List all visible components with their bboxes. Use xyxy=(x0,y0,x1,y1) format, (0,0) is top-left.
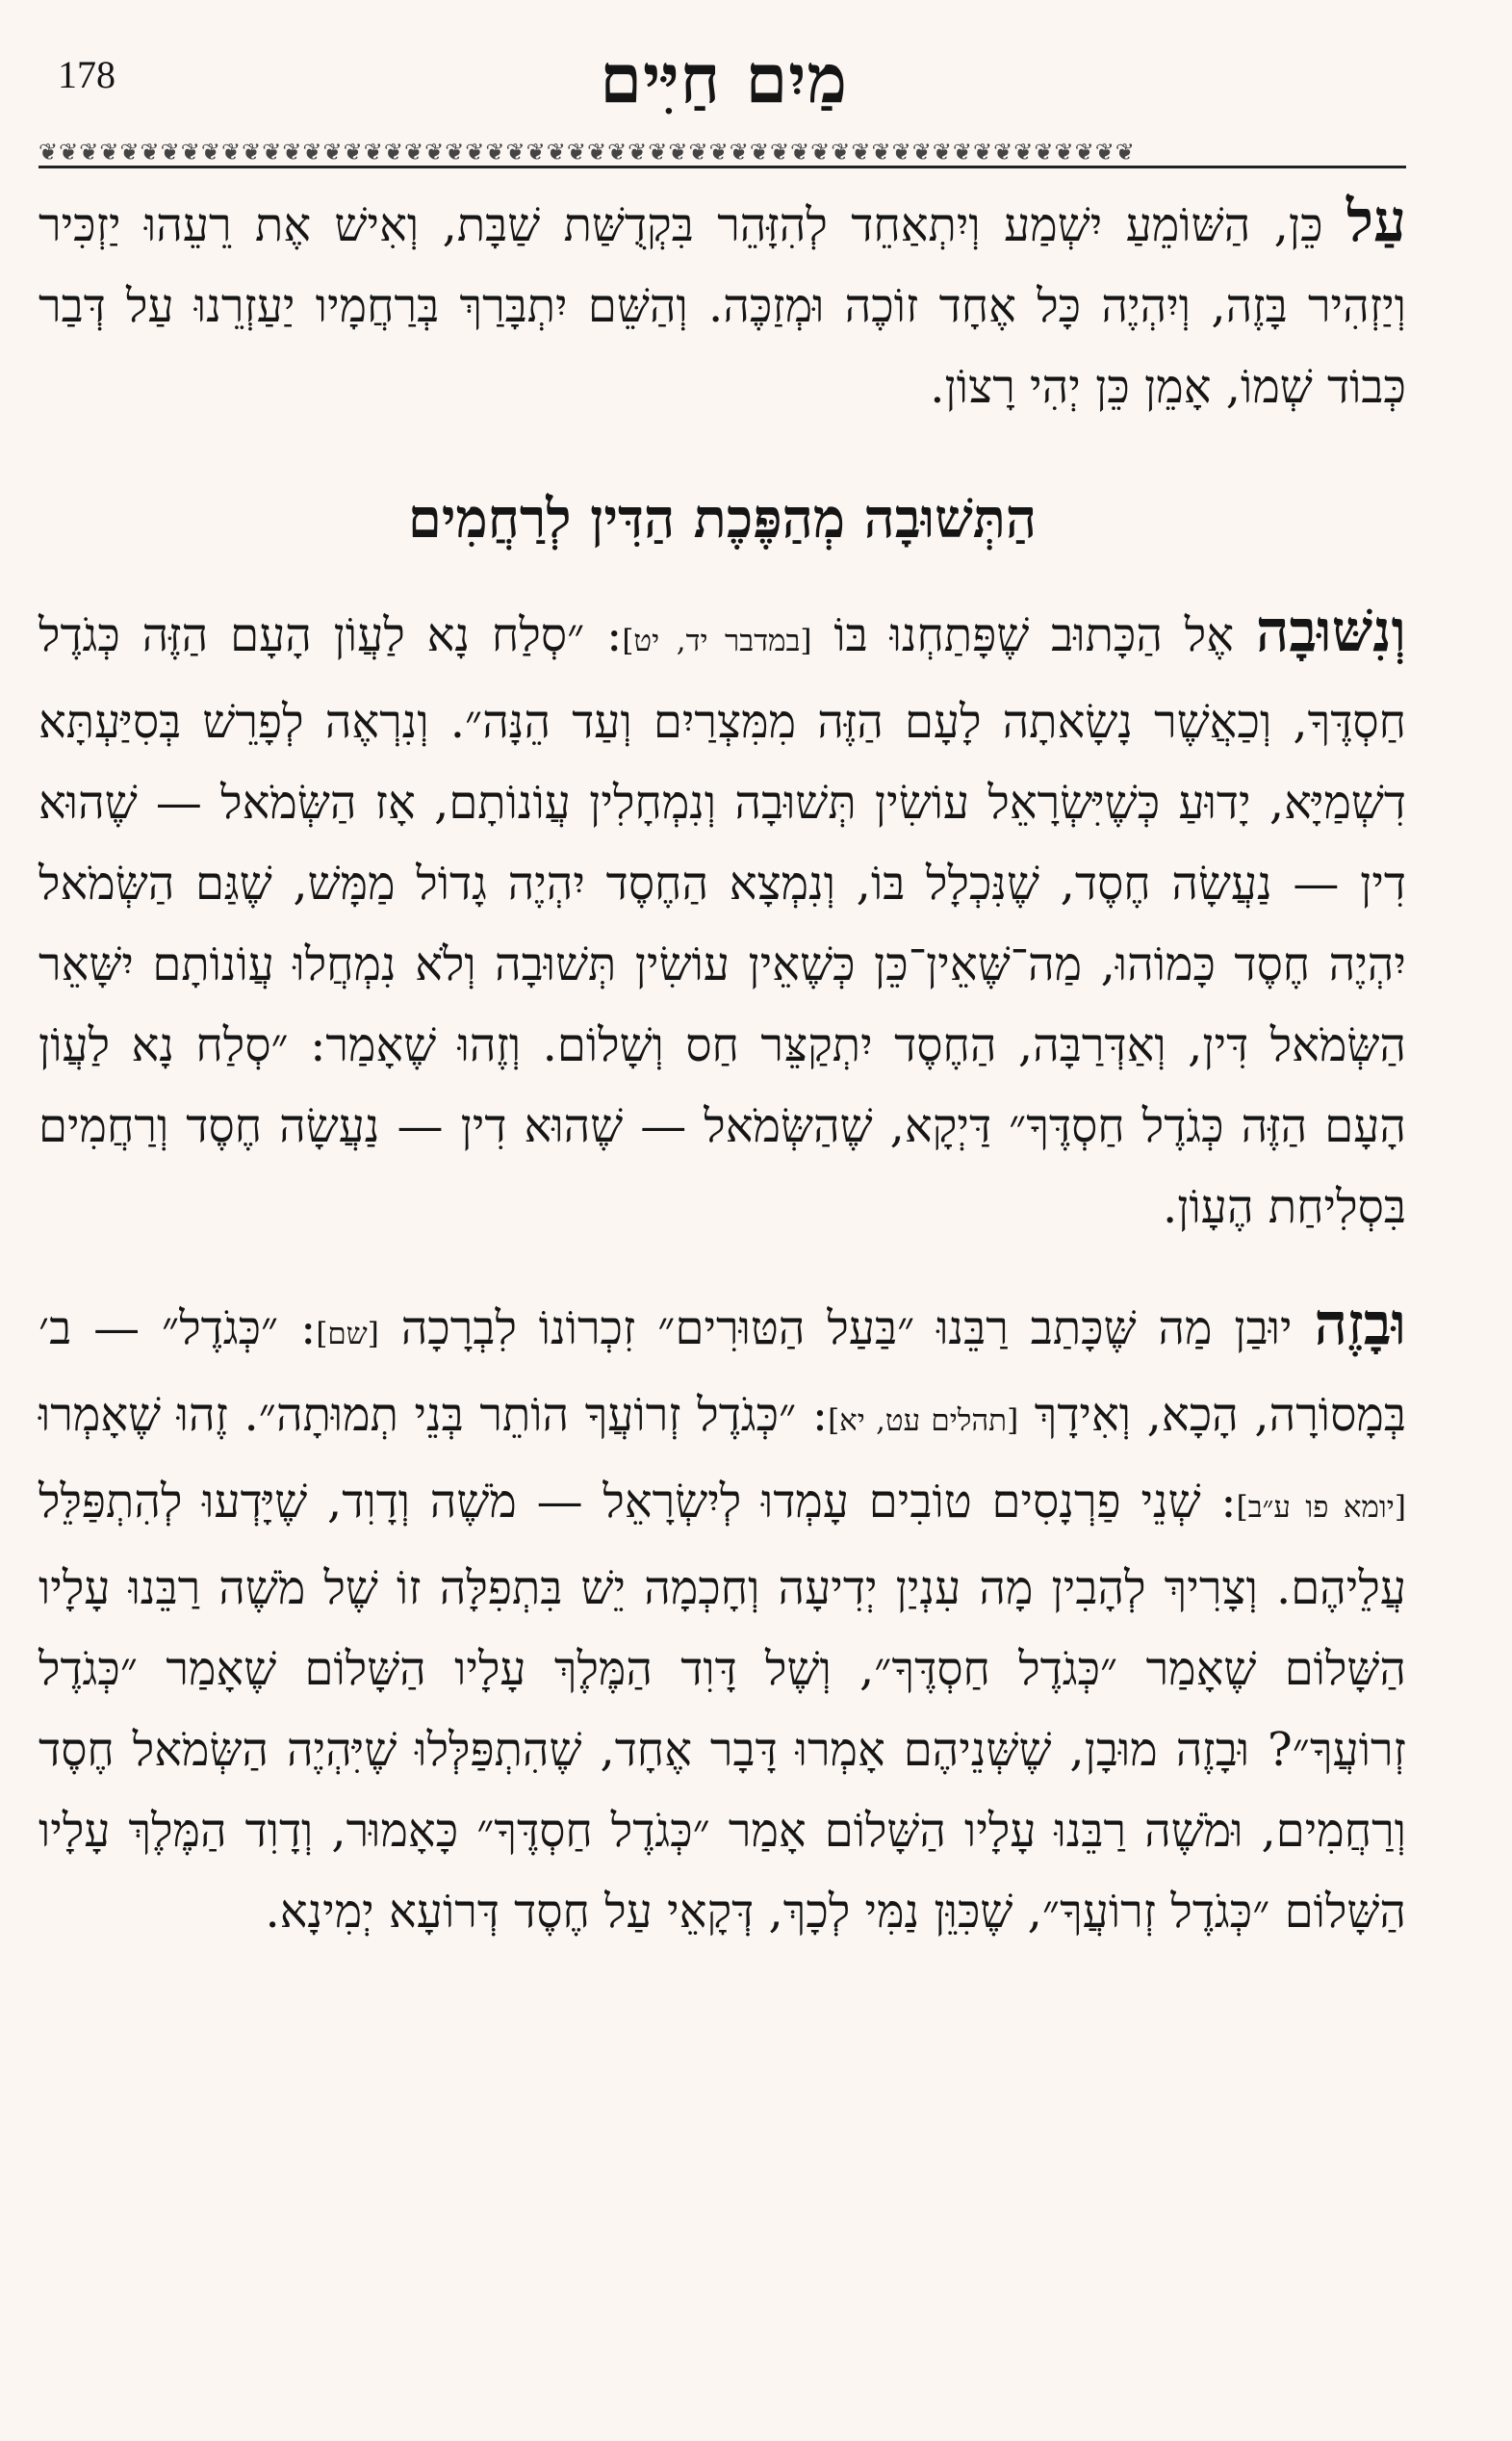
running-title: מַיִם חַיִּים xyxy=(600,39,848,118)
ornamental-divider: ❦❦❦❦❦❦❦❦❦❦❦❦❦❦❦❦❦❦❦❦❦❦❦❦❦❦❦❦❦❦❦❦❦❦❦❦❦❦❦❦❦❦❦❦❦❦❦❦❦❦❦❦❦❦ xyxy=(38,141,1406,168)
page-content xyxy=(38,181,1406,1952)
source-reference: [שם] xyxy=(316,1317,379,1351)
source-reference: [במדבר יד, יט] xyxy=(622,624,812,658)
paragraph-lead-word: וְנִשּׁוּבָה xyxy=(1255,598,1406,665)
page-number: 178 xyxy=(58,53,115,96)
intro-paragraph xyxy=(38,181,1406,427)
page-header xyxy=(38,37,1406,166)
paragraph-text: אֶל הַכָּתוּב שֶׁפָּתַחְנוּ בּוֹ xyxy=(833,608,1235,662)
paragraph-text: : ״כְּגֹדֶל זְרוֹעֲךָ הוֹתֵר בְּנֵי תְמוּתָה״. זֶהוּ שֶׁאָמְרוּ xyxy=(38,1388,829,1442)
section-heading: הַתְּשׁוּבָה מְהַפֶּכֶת הַדִּין לְרַחֲמִים xyxy=(407,487,1038,551)
paragraph-lead-word: וּבָזֶה xyxy=(1314,1291,1406,1358)
paragraph-text: : שְׁנֵי פַרְנָסִים טוֹבִים עָמְדוּ לְיִשְׂרָאֵל — מֹשֶׁה וְדָוִד, שֶׁיָּדְעוּ לְהִתְפַּלֵּל עֲלֵיהֶם. וְצָרִיךְ לְהָבִין מָה עִנְיַן יְדִיעָה וְחָכְמָה יֵשׁ בִּתְפִלָּה זוֹ שֶׁל מֹשֶׁה רַבֵּנוּ עָלָיו הַשָּׁלוֹם שֶׁאָמַר ״כְּגֹדֶל חַסְדֶּךָ״, וְשֶׁל דָּוִד הַמֶּלֶךְ עָלָיו הַשָּׁלוֹם שֶׁאָמַר ״כְּגֹדֶל זְרוֹעֲךָ״? וּבָזֶה מוּבָן, שֶׁשְּׁנֵיהֶם אָמְרוּ דָּבָר אֶחָד, שֶׁהִתְפַּלְּלוּ שֶׁיִּהְיֶה הַשְּׂמֹאל חֶסֶד וְרַחֲמִים, וּמֹשֶׁה רַבֵּנוּ עָלָיו הַשָּׁלוֹם אָמַר ״כְּגֹדֶל חַסְדֶּךָ״ כָּאָמוּר, וְדָוִד הַמֶּלֶךְ עָלָיו הַשָּׁלוֹם ״כְּגֹדֶל זְרוֹעֲךָ״, שֶׁכִּוֵּן נַמִּי לְכָךְ, דְּקָאֵי עַל חֶסֶד דְּרוֹעָא יְמִינָא. xyxy=(38,1475,1406,1939)
paragraph-text: : ״כְּגֹדֶל״ — ב׳ בְּמָסוֹרָה, הָכָא, וְאִידָךְ xyxy=(38,1301,1406,1442)
intro-text: כֵּן, הַשּׁוֹמֵעַ יִשְׁמַע וְיִתְאַחֵד לְהִזָּהֵר בִּקְדֻשַּׁת שַׁבָּת, וְאִישׁ אֶת רֵעֵהוּ יַזְכִּיר וְיַזְהִיר בָּזֶה, וְיִהְיֶה כָּל אֶחָד זוֹכֶה וּמְזַכֶּה. וְהַשֵּׁם יִתְבָּרַךְ בְּרַחֲמָיו יַעַזְרֵנוּ עַל דְּבַר כְּבוֹד שְׁמוֹ, אָמֵן כֵּן יְהִי רָצוֹן. xyxy=(38,198,1406,414)
paragraph-baal-haturim xyxy=(38,1284,1406,1952)
paragraph-text: : ״סְלַח נָא לַעֲוֹן הָעָם הַזֶּה כְּגֹדֶל חַסְדֶּךָ, וְכַאֲשֶׁר נָשָׂאתָה לָעָם הַזֶּה מִמִּצְרַיִם וְעַד הֵנָּה״. וְנִרְאֶה לְפָרֵשׁ בְּסִיַּעְתָּא דִשְׁמַיָּא, יָדוּעַ כְּשֶׁיִּשְׂרָאֵל עוֹשִׂין תְּשׁוּבָה וְנִמְחָלִין עֲוֹנוֹתָם, אָז הַשְּׂמֹאל — שֶׁהוּא דִין — נַעֲשָׂה חֶסֶד, שֶׁנִּכְלָל בּוֹ, וְנִמְצָא הַחֶסֶד יִהְיֶה גָדוֹל מַמָּשׁ, שֶׁגַּם הַשְּׂמֹאל יִהְיֶה חֶסֶד כָּמוֹהוּ, מַה־שֶּׁאֵין־כֵּן כְּשֶׁאֵין עוֹשִׂין תְּשׁוּבָה וְלֹא נִמְחֲלוּ עֲוֹנוֹתָם יִשָּׁאֵר הַשְּׂמֹאל דִּין, וְאַדְּרַבָּה, הַחֶסֶד יִתְקַצֵּר חַס וְשָׁלוֹם. וְזֶהוּ שֶׁאָמַר: ״סְלַח נָא לַעֲוֹן הָעָם הַזֶּה כְּגֹדֶל חַסְדֶּךָ״ דַּיְקָא, שֶׁהַשְּׂמֹאל — שֶׁהוּא דִין — נַעֲשָׂה חֶסֶד וְרַחֲמִים בִּסְלִיחַת הֶעָוֹן. xyxy=(38,608,1407,1234)
source-reference: [יומא פו ע״ב] xyxy=(1236,1490,1406,1525)
paragraph-text: יוּבַן מַה שֶּׁכָּתַב רַבֵּנוּ ״בַּעַל הַטּוּרִים״ זִכְרוֹנוֹ לִבְרָכָה xyxy=(400,1301,1293,1355)
source-reference: [תהלים עט, יא] xyxy=(828,1403,1019,1438)
intro-lead-word: עַל xyxy=(1345,188,1406,255)
paragraph-teshuva xyxy=(38,591,1406,1247)
